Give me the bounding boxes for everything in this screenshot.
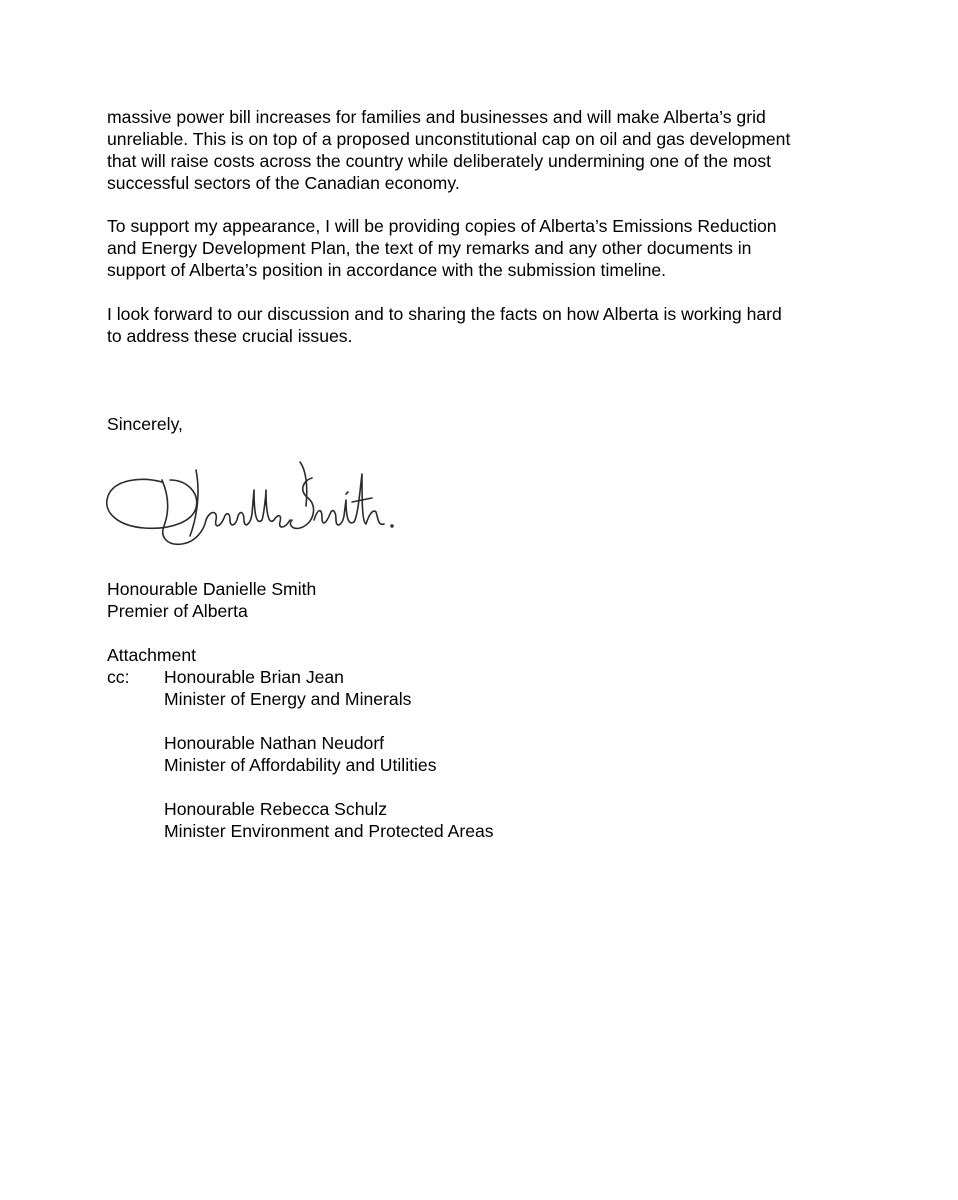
cc-entry (107, 732, 867, 776)
paragraph-line: unreliable. This is on top of a proposed unconstitutional cap on oil and gas development (107, 129, 791, 149)
closing-salutation: Sincerely, (107, 414, 183, 434)
paragraph-line: successful sectors of the Canadian economy. (107, 173, 460, 193)
cc-entry (107, 666, 867, 710)
paragraph-line: To support my appearance, I will be providing copies of Alberta’s Emissions Reduction (107, 216, 777, 236)
paragraph-line: support of Alberta’s position in accordance with the submission timeline. (107, 260, 667, 280)
cc-recipient-title: Minister of Affordability and Utilities (164, 755, 437, 775)
cc-entry (107, 798, 867, 842)
signatory-name: Honourable Danielle Smith (107, 579, 317, 599)
paragraph-discussion (107, 303, 867, 347)
cc-recipient-name: Honourable Brian Jean (164, 667, 344, 687)
cc-recipient-title: Minister of Energy and Minerals (164, 689, 412, 709)
cc-recipient (164, 798, 494, 842)
paragraph-line: I look forward to our discussion and to sharing the facts on how Alberta is working hard (107, 304, 782, 324)
paragraph-appearance (107, 215, 867, 281)
paragraph-line: to address these crucial issues. (107, 326, 353, 346)
signatory-title: Premier of Alberta (107, 601, 248, 621)
paragraph-power-bill (107, 106, 867, 194)
cc-recipient (164, 732, 437, 776)
attachment-label: Attachment (107, 645, 196, 665)
paragraph-line: and Energy Development Plan, the text of my remarks and any other documents in (107, 238, 752, 258)
paragraph-line: that will raise costs across the country while deliberately undermining one of the most (107, 151, 772, 171)
cc-recipient-name: Honourable Rebecca Schulz (164, 799, 387, 819)
cc-label: cc: (107, 667, 130, 687)
signatory-block (107, 578, 867, 622)
cc-recipient-name: Honourable Nathan Neudorf (164, 733, 385, 753)
handwritten-signature (100, 450, 400, 565)
paragraph-line: massive power bill increases for families and businesses and will make Alberta’s grid (107, 107, 766, 127)
cc-recipient (164, 666, 411, 710)
cc-label-spacer (107, 732, 164, 776)
cc-recipient-title: Minister Environment and Protected Areas (164, 821, 494, 841)
cc-label-spacer (107, 798, 164, 842)
attachment-cc-block (107, 644, 867, 842)
